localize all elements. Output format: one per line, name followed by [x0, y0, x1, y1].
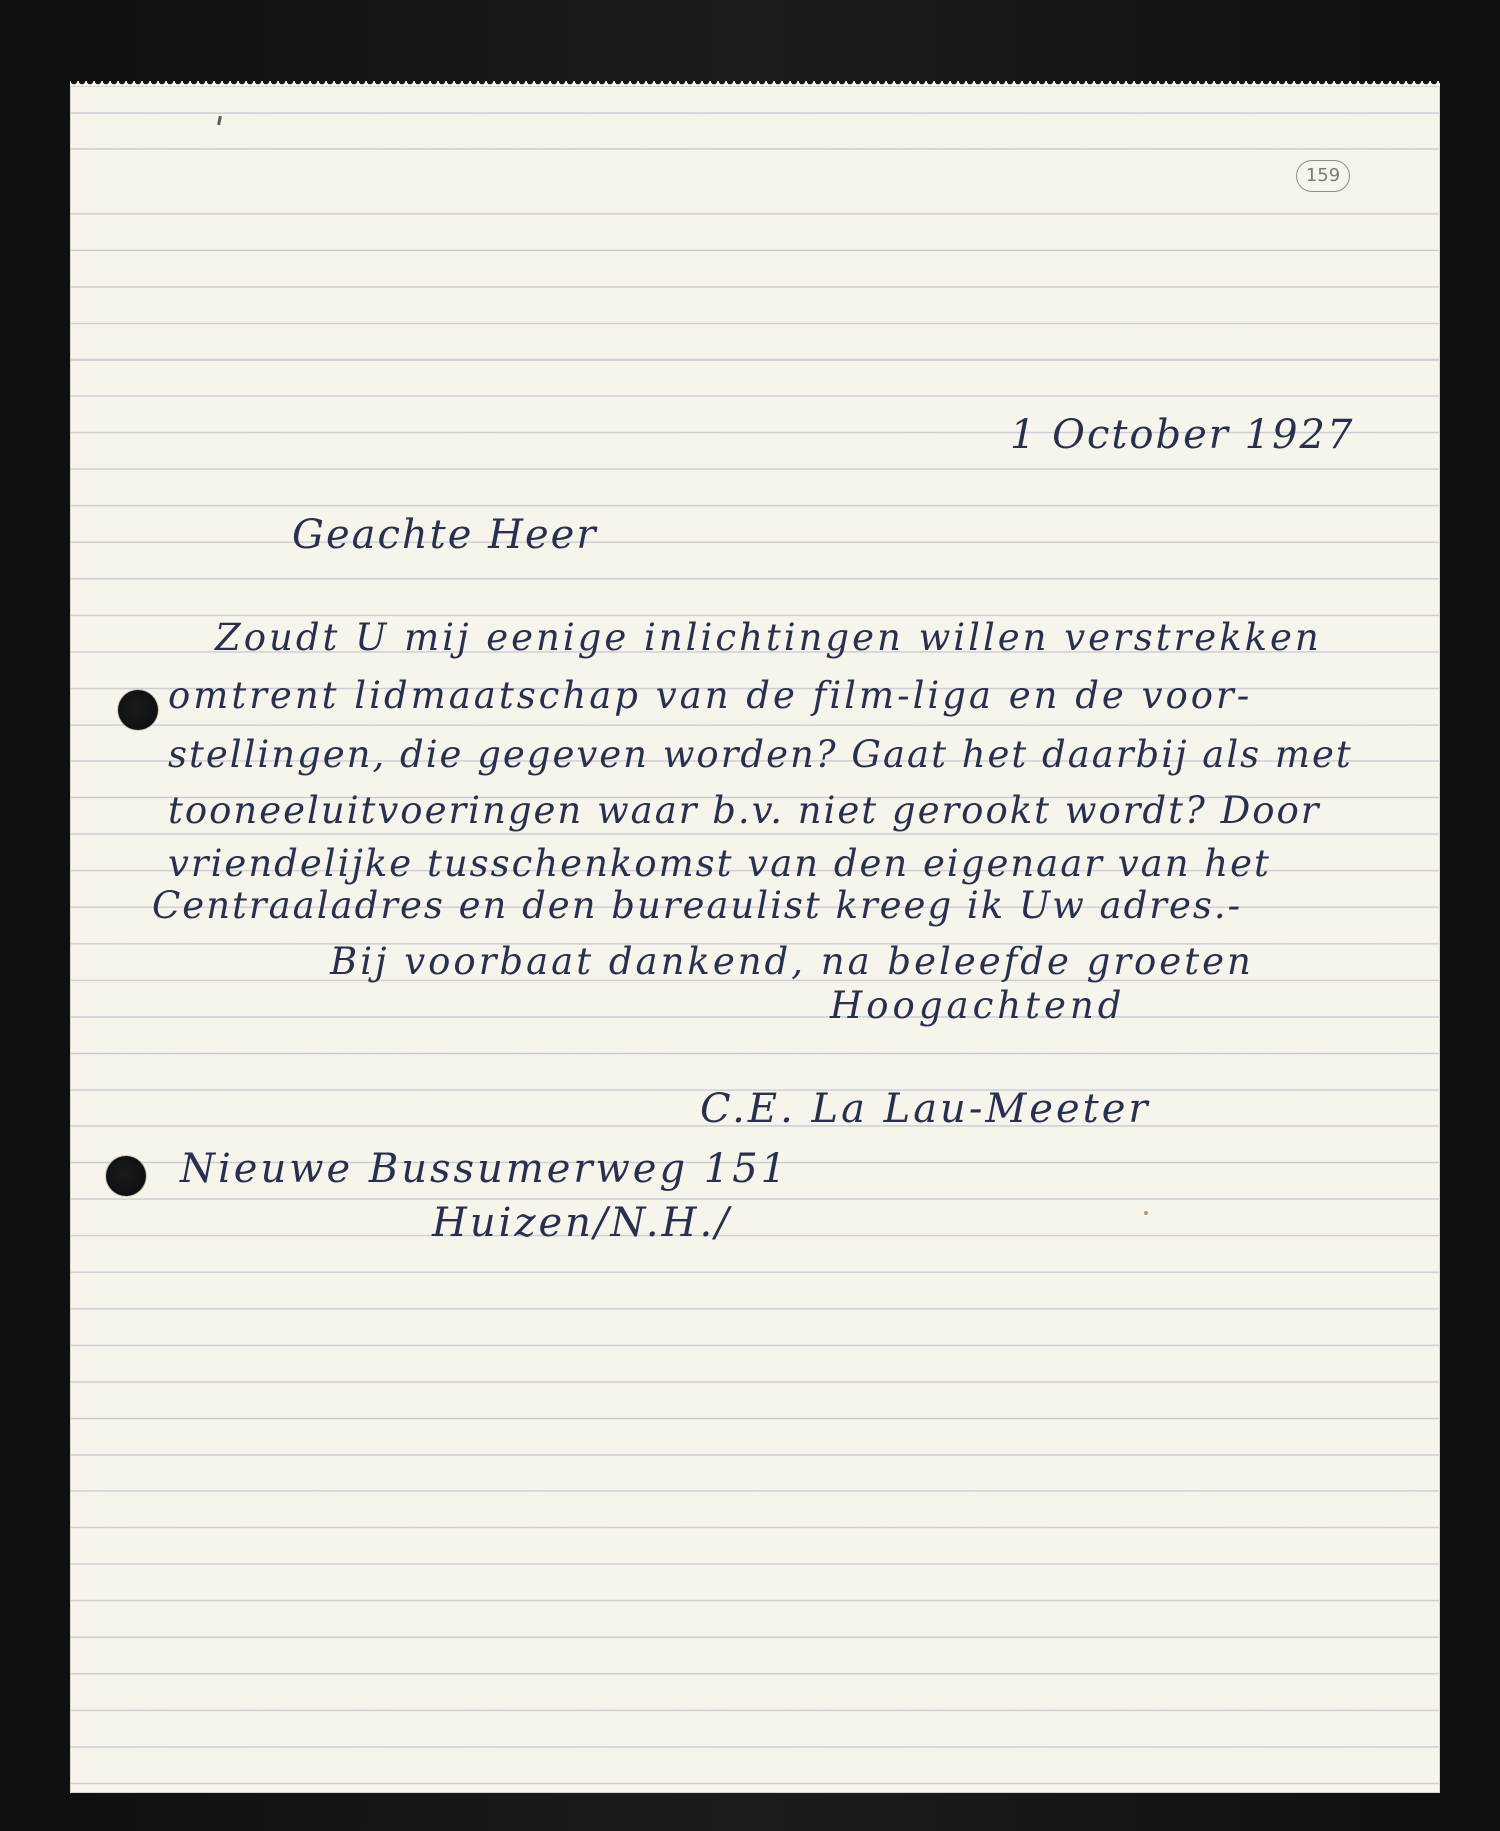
body-line: Centraaladres en den bureaulist kreeg ik Uw adres.- — [152, 884, 1243, 927]
body-line: stellingen, die gegeven worden? Gaat het daarbij als met — [168, 733, 1353, 776]
punch-hole-bottom — [106, 1156, 146, 1196]
archive-number: 159 — [1296, 160, 1350, 192]
body-line: omtrent lidmaatschap van de film-liga en de voor- — [168, 674, 1253, 717]
body-line: Zoudt U mij eenige inlichtingen willen verstrekken — [215, 616, 1322, 659]
ink-spot — [1144, 1211, 1148, 1215]
salutation: Geachte Heer — [292, 512, 598, 558]
closing: Hoogachtend — [830, 984, 1126, 1027]
body-line: vriendelijke tusschenkomst van den eigenaar van het — [168, 842, 1271, 885]
address-street: Nieuwe Bussumerweg 151 — [180, 1146, 790, 1192]
address-city: Huizen/N.H./ — [432, 1200, 732, 1246]
body-line: tooneeluitvoeringen waar b.v. niet gerookt wordt? Door — [168, 789, 1321, 832]
closing-line: Bij voorbaat dankend, na beleefde groeten — [330, 940, 1254, 983]
signature: C.E. La Lau-Meeter — [700, 1086, 1151, 1132]
punch-hole-top — [118, 690, 158, 730]
letter-date: 1 October 1927 — [1010, 412, 1355, 458]
